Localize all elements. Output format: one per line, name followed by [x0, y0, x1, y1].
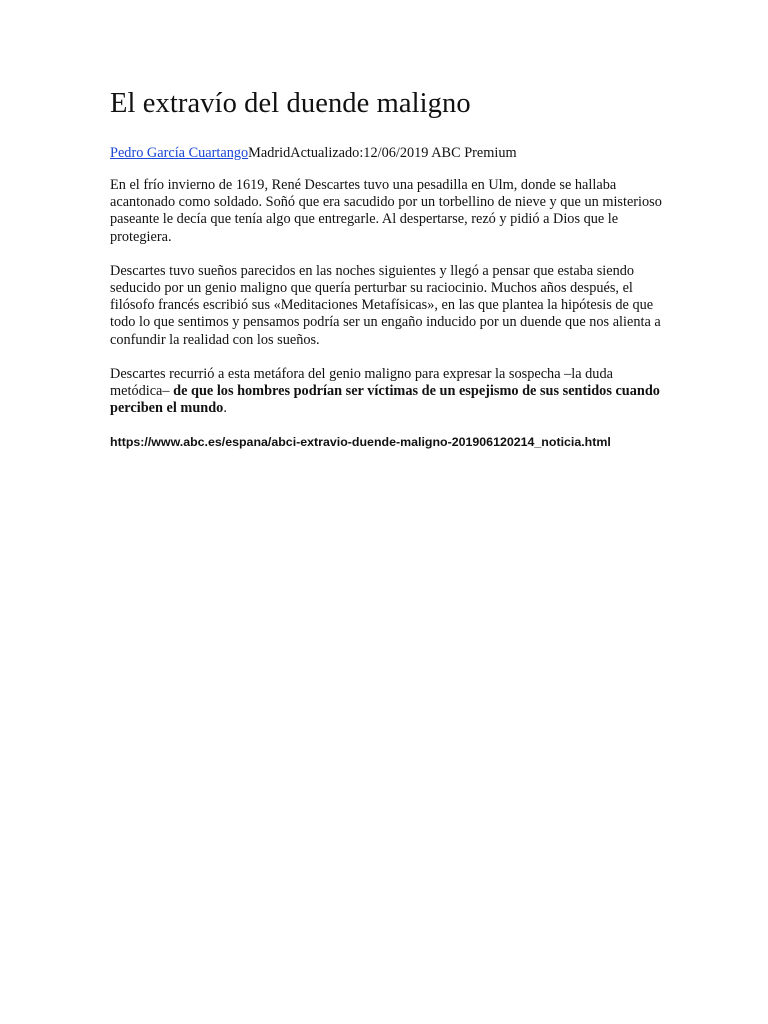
paragraph-3-emphasis: de que los hombres podrían ser víctimas de un espejismo de sus sentidos cuando perciben el mundo — [110, 383, 660, 417]
byline — [110, 144, 662, 162]
paragraph-3-end: . — [223, 400, 227, 417]
source-url: https://www.abc.es/espana/abci-extravio-duende-maligno-201906120214_noticia.html — [110, 435, 611, 450]
paragraph-2: Descartes tuvo sueños parecidos en las noches siguientes y llegó a pensar que estaba siendo seducido por un genio maligno que quería perturbar su raciocinio. Muchos años después, el filósofo francés escribió sus «Meditaciones Metafísicas», en las que plantea la hipótesis de que todo lo que sentimos y pensamos podría ser un engaño inducido por un duende que nos alienta a confundir la realidad con los sueños. — [110, 262, 661, 348]
updated-date: 12/06/2019 — [363, 145, 429, 161]
article-title: El extravío del duende maligno — [110, 88, 471, 119]
updated-label: Actualizado: — [290, 145, 364, 161]
paragraph-3-text: Descartes recurrió a esta metáfora del genio maligno para expresar la sospecha –la duda metódica– — [110, 365, 613, 400]
paragraph-3 — [110, 366, 662, 418]
section-label: ABC Premium — [428, 145, 517, 161]
paragraph-1: En el frío invierno de 1619, René Descartes tuvo una pesadilla en Ulm, donde se hallaba acantonado como soldado. Soñó que era sacudido por un torbellino de nieve y que un misterioso paseante le decía que tenía algo que entregarle. Al despertarse, rezó y pidió a Dios que le protegiera. — [110, 177, 662, 245]
article — [110, 86, 662, 451]
author-link[interactable]: Pedro García Cuartango — [110, 145, 249, 161]
location: Madrid — [248, 145, 291, 161]
